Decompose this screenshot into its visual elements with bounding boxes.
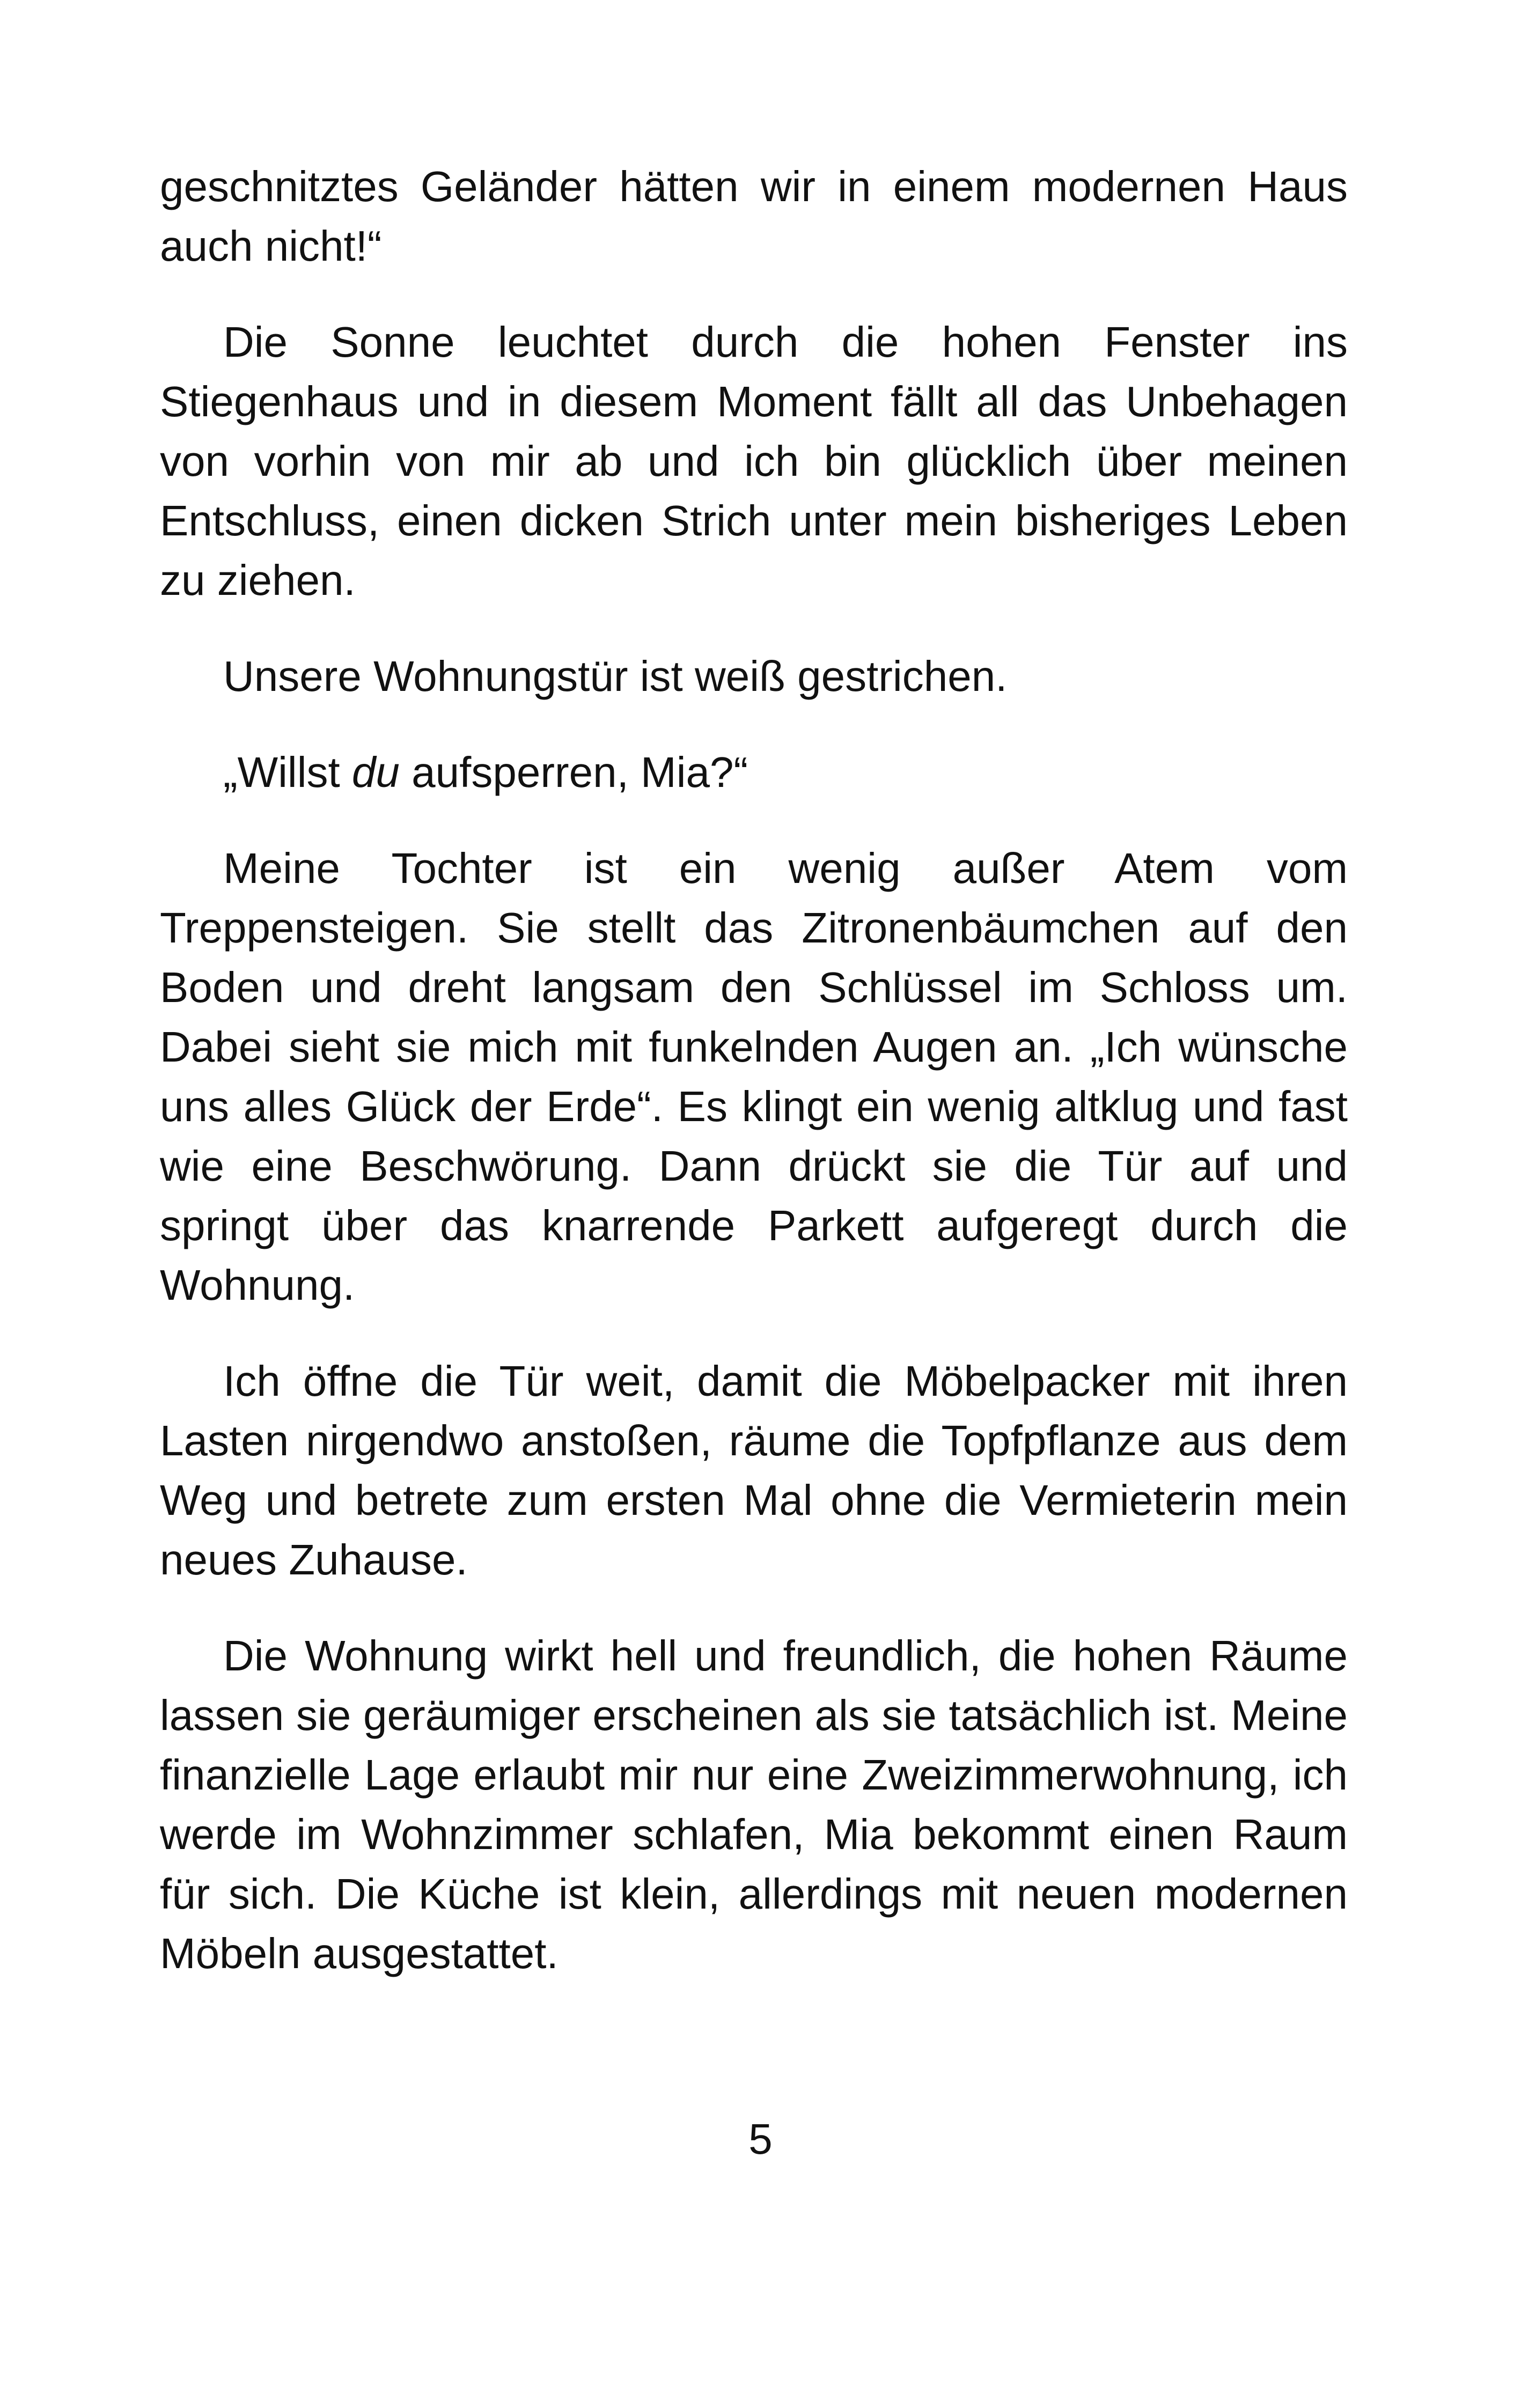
paragraph-door-color: Unsere Wohnungstür ist weiß gestrichen. bbox=[223, 652, 1008, 700]
paragraph-entering: Ich öffne die Tür weit, damit die Möbelpacker mit ihren Lasten nirgendwo anstoßen, räume die Topfpflanze aus dem Weg und betrete zum ersten Mal ohne die Vermieterin mein neues Zuhause. bbox=[160, 1357, 1348, 1584]
body-text bbox=[160, 157, 1348, 2020]
dialogue-start: „Willst bbox=[223, 748, 352, 796]
page-number: 5 bbox=[748, 2115, 773, 2163]
paragraph-dialogue bbox=[160, 742, 1348, 802]
paragraph-continuation: geschnitztes Geländer hätten wir in einem modernen Haus auch nicht!“ bbox=[160, 163, 1348, 270]
dialogue-emphasis: du bbox=[351, 748, 400, 796]
paragraph-daughter: Meine Tochter ist ein wenig außer Atem vom Treppensteigen. Sie stellt das Zitronenbäumchen auf den Boden und dreht langsam den Schlüssel im Schloss um. Dabei sieht sie mich mit funkelnden Augen an. „Ich wünsche uns alles Glück der Erde“. Es klingt ein wenig altklug und fast wie eine Beschwörung. Dann drückt sie die Tür auf und springt über das knarrende Parkett aufgeregt durch die Wohnung. bbox=[160, 844, 1348, 1309]
paragraph-apartment: Die Wohnung wirkt hell und freundlich, die hohen Räume lassen sie geräumiger erscheinen als sie tatsächlich ist. Meine finanzielle Lage erlaubt mir nur eine Zweizimmerwohnung, ich werde im Wohnzimmer schlafen, Mia bekommt einen Raum für sich. Die Küche ist klein, allerdings mit neuen modernen Möbeln ausgestattet. bbox=[160, 1632, 1348, 1977]
paragraph-sunlight: Die Sonne leuchtet durch die hohen Fenster ins Stiegenhaus und in diesem Moment fällt all das Unbehagen von vorhin von mir ab und ich bin glücklich über meinen Entschluss, einen dicken Strich unter mein bisheriges Leben zu ziehen. bbox=[160, 318, 1348, 604]
dialogue-end: aufsperren, Mia?“ bbox=[399, 748, 748, 796]
